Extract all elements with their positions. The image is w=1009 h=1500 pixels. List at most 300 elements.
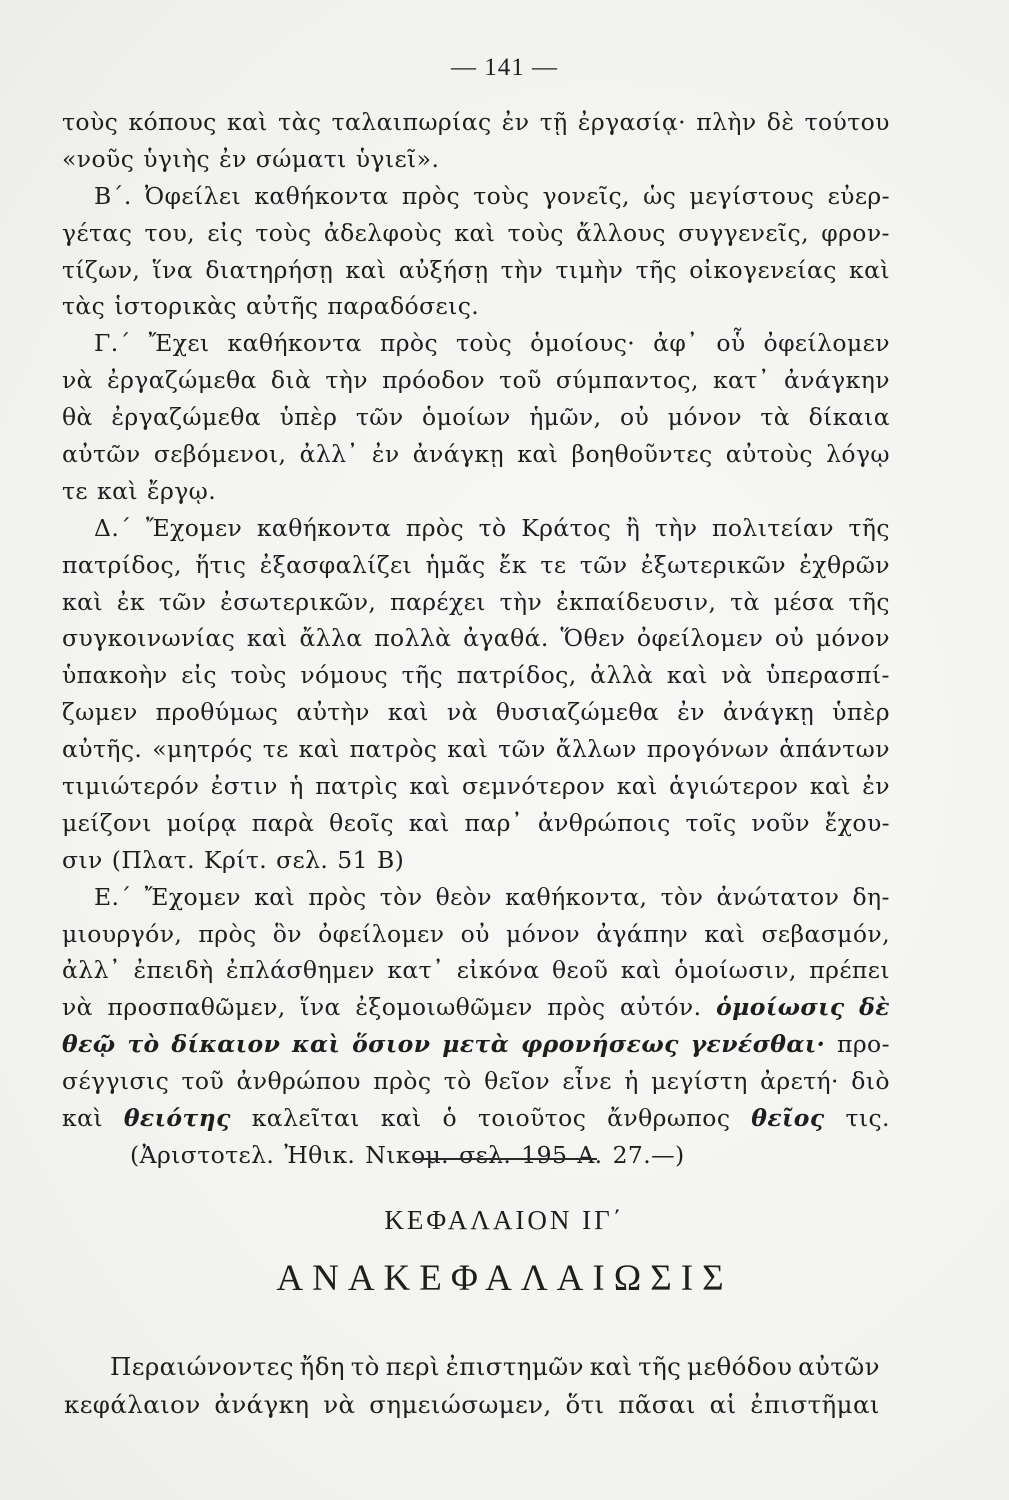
- word: πολλὰ: [374, 624, 452, 653]
- word: οὐ: [460, 919, 490, 948]
- word: φρονήσεως: [520, 1030, 679, 1059]
- word: ἢ: [625, 513, 641, 542]
- word: νὰ: [62, 366, 93, 395]
- word: ἐργαζώμεθα: [107, 366, 257, 395]
- word: ἐπλάσθημεν: [226, 956, 375, 985]
- word: σεβόμενοι,: [153, 440, 287, 469]
- word: θεῖον: [484, 1067, 551, 1096]
- word: ἀρετή·: [760, 1067, 839, 1096]
- word: 27.—): [612, 1140, 685, 1169]
- word: «μητρός: [152, 735, 253, 764]
- word: οὐ: [774, 624, 805, 653]
- word: ἐν: [501, 108, 530, 136]
- word: ἀνάγκην: [783, 366, 890, 395]
- word: ἀνθρώπου: [236, 1067, 361, 1096]
- word: τοιοῦτος: [477, 1104, 587, 1133]
- word: μετὰ: [442, 1030, 510, 1059]
- word: τοὺς: [473, 181, 530, 210]
- word: πᾶσαι: [618, 1390, 696, 1419]
- word: καλεῖται: [251, 1104, 360, 1133]
- word: ἀγαθά.: [463, 624, 549, 653]
- word: οὗ: [716, 329, 746, 358]
- word: τε: [540, 550, 567, 579]
- text-line: [62, 325, 890, 362]
- word: διὰ: [270, 366, 312, 395]
- word: μείζονι: [62, 808, 152, 837]
- word: ζωμεν: [62, 698, 138, 727]
- word: παρὰ: [251, 808, 315, 837]
- word: καὶ: [809, 772, 851, 801]
- word: θυσιαζώμεθα: [495, 698, 660, 727]
- word: Α.: [577, 1140, 603, 1169]
- word: πρέπει: [809, 956, 890, 985]
- text-line: [62, 141, 890, 178]
- word: ἤδη: [299, 1352, 345, 1381]
- word: αὐτὴν: [296, 698, 370, 727]
- chapter-number: ΚΕΦΑΛΑΙΟΝ ΙΓ΄: [384, 1205, 625, 1235]
- word: 51: [337, 845, 368, 874]
- word: τὴν: [499, 587, 543, 616]
- word: ἀφ᾽: [653, 329, 699, 358]
- text-line: [62, 805, 890, 842]
- word: σεμνότερον: [461, 772, 606, 801]
- word: σέγγισις: [62, 1067, 170, 1096]
- word: καὶ: [409, 772, 451, 801]
- word: καθήκοντα,: [505, 882, 648, 911]
- word: προ-: [837, 1030, 890, 1059]
- word: ἀνάγκη: [214, 1390, 310, 1419]
- word: ἀδελφοὺς: [323, 218, 443, 247]
- word: βοηθοῦντες: [571, 440, 713, 469]
- word: νὰ: [323, 1390, 356, 1419]
- word: ἐσωτερικῶν,: [220, 587, 377, 616]
- word: μόνον: [815, 624, 890, 653]
- word: καὶ: [96, 476, 138, 505]
- word: θεοῖς: [329, 808, 394, 837]
- word: ὁμοίωσιν,: [674, 956, 797, 985]
- word: ὀφείλομεν: [636, 624, 764, 653]
- word: αἱ: [709, 1390, 737, 1419]
- word: εἰκόνα: [456, 956, 540, 985]
- word: 195: [521, 1140, 568, 1169]
- word: θεῖος: [751, 1104, 825, 1133]
- word: παρέχει: [390, 587, 486, 616]
- text-line: [62, 842, 890, 879]
- word: τοὺς: [62, 108, 119, 136]
- word: Κράτος: [521, 513, 612, 542]
- word: τὸ: [478, 513, 507, 542]
- word: τὸν: [379, 882, 423, 911]
- word: τούτου: [804, 108, 890, 136]
- word: ἐστιν: [210, 772, 278, 801]
- word: καὶ: [254, 882, 296, 911]
- word: «νοῦς: [62, 144, 135, 173]
- word: καὶ: [345, 255, 387, 284]
- word: αὐτῶν: [62, 440, 141, 469]
- word: τὰς: [278, 108, 322, 136]
- word: περὶ: [385, 1352, 440, 1381]
- text-line: [62, 362, 890, 399]
- word: πρόοδον: [382, 366, 486, 395]
- word: αὐτῆς.: [62, 735, 143, 764]
- word: Ὅθεν: [560, 624, 626, 653]
- word: πατρὸς: [349, 735, 438, 764]
- word: ὁμοίων: [422, 403, 511, 432]
- word: ἀνώτατον: [716, 882, 840, 911]
- word: ἔκ: [498, 550, 528, 579]
- text-line: [110, 1348, 880, 1386]
- word: ἡ: [289, 772, 304, 801]
- word: ὅτι: [565, 1390, 605, 1419]
- word: τῆς: [638, 1352, 682, 1381]
- word: αὐξήσῃ: [398, 255, 489, 284]
- word: φρον-: [821, 218, 890, 247]
- chapter-opening-text: [64, 1348, 880, 1424]
- word: ἄλλων: [555, 735, 637, 764]
- word: καὶ: [62, 587, 103, 616]
- text-line: [62, 252, 890, 289]
- word: ὁμοίωσις: [716, 993, 845, 1022]
- text-line: [62, 916, 890, 953]
- word: καὶ: [292, 1030, 341, 1059]
- word: συγκοινωνίας: [62, 624, 236, 653]
- word: τῆς: [848, 513, 890, 542]
- word: ἄνθρωπος: [607, 1104, 731, 1133]
- word: δίκαια: [808, 403, 890, 432]
- word: καθήκοντα: [227, 329, 362, 358]
- word: καὶ: [666, 661, 708, 690]
- word: Κρίτ.: [204, 845, 268, 874]
- word: πλὴν: [696, 108, 757, 136]
- word: ἐν: [677, 698, 705, 727]
- word: σημειώσωμεν,: [369, 1390, 552, 1419]
- word: τὴν: [500, 255, 544, 284]
- word: ἐργασίᾳ·: [577, 108, 686, 136]
- word: ἀνάγκῃ: [412, 440, 505, 469]
- word: θειότης: [123, 1104, 231, 1133]
- word: λόγῳ: [826, 440, 890, 469]
- word: τίζων,: [62, 255, 141, 284]
- word: τοὺς: [255, 218, 312, 247]
- word: Ἔχομεν: [144, 882, 241, 911]
- word: σεβασμόν,: [761, 919, 890, 948]
- word: ἁγιώτερον: [669, 772, 799, 801]
- text-line: [64, 1386, 880, 1424]
- word: νὰ: [721, 661, 753, 690]
- text-line: [62, 1137, 890, 1174]
- word: μεγίστους: [689, 181, 815, 210]
- body-text: [62, 104, 890, 1174]
- word: παραδόσεις.: [327, 292, 480, 321]
- word: ὁ: [442, 1104, 458, 1133]
- word: Ἔχει: [148, 329, 210, 358]
- word: τε: [62, 476, 88, 505]
- text-line: [62, 104, 890, 141]
- word: καθήκοντα: [254, 181, 389, 210]
- word: πρὸς: [373, 1067, 432, 1096]
- word: ἔχου-: [824, 808, 890, 837]
- word: ἄλλους: [576, 218, 666, 247]
- text-line: [62, 510, 890, 547]
- word: του,: [144, 218, 196, 247]
- word: πρὸς: [379, 329, 439, 358]
- word: νὰ: [62, 993, 93, 1022]
- word: δη-: [852, 882, 890, 911]
- word: καθήκοντα: [256, 513, 392, 542]
- text-line: [62, 1100, 890, 1137]
- text-line: [62, 768, 890, 805]
- word: εἶνε: [562, 1067, 612, 1096]
- word: Νικομ.: [365, 1140, 450, 1169]
- word: τιμιώτερόν: [62, 772, 200, 801]
- word: μόνον: [505, 919, 581, 948]
- word: μεγίστη: [651, 1067, 748, 1096]
- word: ἐξωτερικῶν: [640, 550, 786, 579]
- word: τῆς: [635, 255, 678, 284]
- word: καὶ: [616, 772, 658, 801]
- word: καὶ: [62, 1104, 103, 1133]
- word: μέσα: [773, 587, 835, 616]
- word: καὶ: [246, 624, 288, 653]
- word: καὶ: [298, 735, 340, 764]
- word: αὐτῶν: [798, 1352, 880, 1381]
- word: πρὸς: [198, 919, 257, 948]
- word: τοῦ: [181, 1067, 225, 1096]
- word: Γ.΄: [94, 329, 131, 358]
- word: τὰ: [760, 403, 791, 432]
- word: καὶ: [849, 255, 890, 284]
- word: (Πλατ.: [111, 845, 196, 874]
- word: πατρὶς: [315, 772, 399, 801]
- word: σελ.: [459, 1140, 512, 1169]
- word: πατρίδος,: [62, 550, 182, 579]
- word: μεθόδου: [687, 1352, 793, 1381]
- word: ἔργῳ.: [146, 476, 217, 505]
- word: πολιτείαν: [712, 513, 834, 542]
- word: τῶν: [158, 587, 207, 616]
- text-line: [62, 1026, 890, 1063]
- word: καὶ: [620, 956, 662, 985]
- word: ἐξασφαλίζει: [259, 550, 413, 579]
- word: προθύμως: [155, 698, 279, 727]
- word: τις.: [845, 1104, 890, 1133]
- text-line: [62, 473, 890, 510]
- word: θεῷ: [62, 1030, 116, 1059]
- word: Ε.΄: [94, 882, 132, 911]
- word: ὑγιεῖ».: [355, 144, 440, 173]
- word: τῶν: [579, 550, 628, 579]
- word: ἀνάγκῃ: [722, 698, 815, 727]
- word: κατ᾽: [387, 956, 445, 985]
- word: ἡμῶν,: [529, 403, 602, 432]
- word: ὑπερασπί-: [766, 661, 890, 690]
- word: ἥτις: [195, 550, 247, 579]
- word: κατ᾽: [712, 366, 770, 395]
- word: θεοῦ: [551, 956, 609, 985]
- word: τῆς: [848, 587, 890, 616]
- word: πρὸς: [405, 513, 465, 542]
- word: σώματι: [255, 144, 347, 173]
- word: καὶ: [380, 1104, 422, 1133]
- section-divider: [413, 1158, 597, 1160]
- word: ἡ: [624, 1067, 639, 1096]
- text-line: [62, 657, 890, 694]
- word: ἐν: [862, 772, 890, 801]
- word: γονεῖς,: [542, 181, 630, 210]
- word: ὑπὲρ: [832, 698, 890, 727]
- word: ἄλλα: [299, 624, 363, 653]
- text-line: [62, 436, 890, 473]
- word: θὰ: [62, 403, 93, 432]
- word: ὁμοίους·: [530, 329, 636, 358]
- word: ἵνα: [300, 993, 341, 1022]
- text-line: [62, 879, 890, 916]
- word: καὶ: [589, 1352, 633, 1381]
- word: ἵνα: [152, 255, 194, 284]
- word: τοῦ: [499, 366, 542, 395]
- word: τῶν: [355, 403, 404, 432]
- word: ἐξομοιωθῶμεν: [355, 993, 533, 1022]
- word: γέτας: [62, 218, 133, 247]
- word: ἀλλ᾽: [299, 440, 359, 469]
- word: ἐν: [371, 440, 400, 469]
- word: ἐργαζώμεθα: [111, 403, 262, 432]
- word: Ἠθικ.: [284, 1140, 356, 1169]
- word: δὲ: [859, 993, 890, 1022]
- word: σιν: [62, 845, 103, 874]
- word: ὑπὲρ: [279, 403, 338, 432]
- word: διατηρήσῃ: [205, 255, 334, 284]
- word: παρ᾽: [464, 808, 524, 837]
- word: τοὺς: [455, 329, 513, 358]
- word: τῶν: [498, 735, 546, 764]
- word: συγγενεῖς,: [678, 218, 809, 247]
- word: νὰ: [446, 698, 478, 727]
- word: ἐπιστῆμαι: [750, 1390, 880, 1419]
- word: νοῦν: [751, 808, 810, 837]
- word: ἐν: [219, 144, 247, 173]
- word: καὶ: [447, 735, 489, 764]
- word: τῇ: [539, 108, 568, 136]
- word: τὸ: [127, 1030, 160, 1059]
- word: πρὸς: [401, 181, 461, 210]
- chapter-title: ΑΝΑΚΕΦΑΛΑΙΩΣΙΣ: [276, 1258, 733, 1299]
- word: δίκαιον: [171, 1030, 281, 1059]
- text-line: [62, 694, 890, 731]
- text-line: [62, 178, 890, 215]
- word: τὸ: [350, 1352, 380, 1381]
- word: τοὺς: [230, 661, 287, 690]
- word: Ὀφείλει: [144, 181, 242, 210]
- word: τὰ: [730, 587, 760, 616]
- word: Ἔχομεν: [146, 513, 243, 542]
- word: Περαιώνοντες: [110, 1352, 294, 1381]
- word: ἐκπαίδευσιν,: [556, 587, 717, 616]
- word: καὶ: [387, 698, 429, 727]
- word: διὸ: [851, 1067, 890, 1096]
- text-line: [62, 288, 890, 325]
- word: θεὸν: [435, 882, 492, 911]
- word: Β΄.: [94, 181, 132, 210]
- word: Β): [377, 845, 405, 874]
- word: αὐτῆς: [246, 292, 319, 321]
- word: ἀνθρώποις: [537, 808, 671, 837]
- word: καὶ: [454, 218, 496, 247]
- word: ἀλλ᾽: [62, 956, 122, 985]
- text-line: [62, 1063, 890, 1100]
- word: ἐπειδὴ: [133, 956, 214, 985]
- text-line: [62, 731, 890, 768]
- word: ἁπάντων: [779, 735, 890, 764]
- word: προγόνων: [646, 735, 770, 764]
- word: εὐερ-: [827, 181, 890, 210]
- word: μοίρᾳ: [166, 808, 237, 837]
- text-line: [62, 547, 890, 584]
- text-line: [62, 952, 890, 989]
- word: τὴν: [654, 513, 698, 542]
- word: ἐκ: [116, 587, 145, 616]
- word: ὃν: [272, 919, 302, 948]
- word: εἰς: [181, 661, 217, 690]
- word: γενέσθαι·: [690, 1030, 826, 1059]
- word: νόμους: [300, 661, 389, 690]
- word: καὶ: [226, 108, 268, 136]
- word: τοῖς: [685, 808, 737, 837]
- word: ταλαιπωρίας: [331, 108, 492, 136]
- word: προσπαθῶμεν,: [107, 993, 286, 1022]
- word: τῆς: [401, 661, 444, 690]
- word: τὸ: [443, 1067, 472, 1096]
- word: ὅσιον: [352, 1030, 431, 1059]
- text-line: [62, 989, 890, 1026]
- word: αὐτόν.: [620, 993, 702, 1022]
- word: τε: [262, 735, 289, 764]
- word: τὴν: [325, 366, 368, 395]
- word: τὸν: [660, 882, 704, 911]
- text-line: [62, 620, 890, 657]
- word: ὑγιὴς: [143, 144, 211, 173]
- word: Δ.΄: [94, 513, 132, 542]
- text-line: [62, 584, 890, 621]
- word: τὰς: [62, 292, 106, 321]
- word: πατρίδος,: [456, 661, 577, 690]
- word: ἡμᾶς: [425, 550, 486, 579]
- word: κεφάλαιον: [64, 1390, 201, 1419]
- word: ὀφείλομεν: [318, 919, 445, 948]
- word: εἰς: [207, 218, 244, 247]
- word: πρὸς: [547, 993, 606, 1022]
- word: μιουργόν,: [62, 919, 183, 948]
- word: μόνον: [667, 403, 742, 432]
- word: (Ἀριστοτελ.: [130, 1140, 275, 1169]
- word: καὶ: [704, 919, 746, 948]
- word: οὐ: [619, 403, 650, 432]
- word: τιμὴν: [555, 255, 624, 284]
- word: ἐχθρῶν: [799, 550, 890, 579]
- word: κόπους: [128, 108, 217, 136]
- word: ἱστορικὰς: [114, 292, 237, 321]
- word: ὡς: [643, 181, 677, 210]
- word: τοὺς: [507, 218, 564, 247]
- word: σύμπαντος,: [555, 366, 699, 395]
- word: ἀλλὰ: [590, 661, 654, 690]
- word: καὶ: [408, 808, 450, 837]
- word: πρὸς: [308, 882, 367, 911]
- word: ἀγάπην: [596, 919, 689, 948]
- word: ἐπιστημῶν: [445, 1352, 584, 1381]
- word: οἰκογενείας: [689, 255, 837, 284]
- word: δὲ: [766, 108, 795, 136]
